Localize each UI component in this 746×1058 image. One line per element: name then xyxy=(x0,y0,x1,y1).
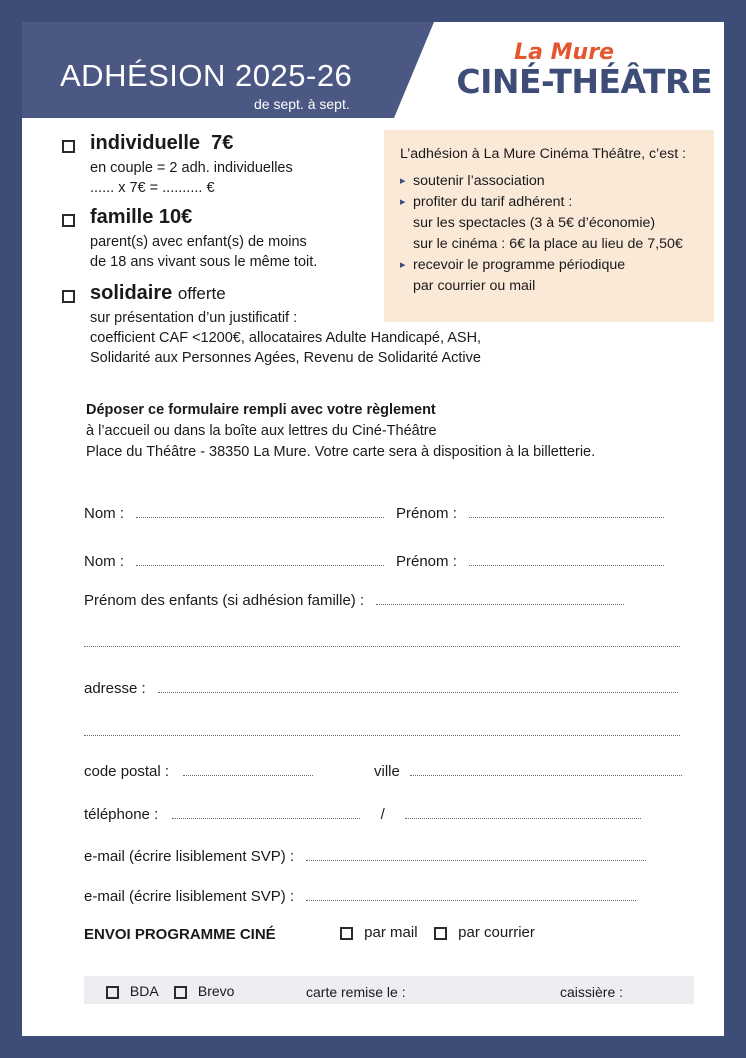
field-code-postal[interactable] xyxy=(84,763,313,780)
option-solidaire-details: sur présentation d’un justificatif : coefficient CAF <1200€, allocataires Adulte Handicapé, ASH, Solidarité aux Personnes Agées, Revenu de Solidarité Active xyxy=(90,310,482,366)
label-prenom-1: Prénom : xyxy=(396,505,457,522)
label-telephone: téléphone : xyxy=(84,806,159,823)
field-nom-1[interactable] xyxy=(84,505,384,522)
checkbox-famille[interactable] xyxy=(62,214,75,227)
option-individuelle-details: en couple = 2 adh. individuelles ...... x 7€ = .......... € xyxy=(90,160,293,196)
label-ville: ville xyxy=(374,763,400,780)
checkbox-par-courrier[interactable] xyxy=(434,927,447,940)
input-adresse-2[interactable] xyxy=(84,724,680,736)
option-individuelle-title: individuelle 7€ xyxy=(90,132,234,154)
option-famille-details: parent(s) avec enfant(s) de moins de 18 ans vivant sous le même toit. xyxy=(90,234,318,270)
footer-caissiere: caissière : xyxy=(560,984,624,1000)
benefit-item: ▸ profiter du tarif adhérent : xyxy=(400,192,700,213)
input-prenom-2[interactable] xyxy=(469,554,664,566)
label-email-2: e-mail (écrire lisiblement SVP) : xyxy=(84,888,295,905)
field-prenom-2[interactable] xyxy=(396,553,664,570)
input-nom-1[interactable] xyxy=(136,506,384,518)
field-prenom-enfants-line2[interactable] xyxy=(84,634,680,651)
checkbox-individuelle[interactable] xyxy=(62,140,75,153)
input-nom-2[interactable] xyxy=(136,554,384,566)
field-ville[interactable] xyxy=(374,763,682,780)
input-prenom-enfants[interactable] xyxy=(376,593,624,605)
form-content xyxy=(22,118,724,1036)
arrow-icon: ▸ xyxy=(400,259,406,271)
benefits-intro: L’adhésion à La Mure Cinéma Théâtre, c’est : xyxy=(400,146,687,162)
label-adresse: adresse : xyxy=(84,680,146,697)
field-adresse[interactable] xyxy=(84,680,678,697)
input-email-1[interactable] xyxy=(306,849,646,861)
header-band xyxy=(22,22,724,118)
field-prenom-enfants[interactable] xyxy=(84,592,624,609)
field-prenom-1[interactable] xyxy=(396,505,664,522)
checkbox-bda[interactable] xyxy=(106,986,119,999)
benefit-subitem: sur le cinéma : 6€ la place au lieu de 7,50€ xyxy=(413,236,683,252)
frame-top xyxy=(0,0,746,22)
page-title: ADHÉSION 2025-26 xyxy=(60,58,353,93)
label-email-1: e-mail (écrire lisiblement SVP) : xyxy=(84,848,295,865)
envoi-option-mail[interactable] xyxy=(340,924,418,941)
logo-cine-theatre-text: CINÉ-THÉÂTRE xyxy=(456,62,712,101)
input-telephone-2[interactable] xyxy=(405,807,641,819)
label-prenom-2: Prénom : xyxy=(396,553,457,570)
checkbox-solidaire[interactable] xyxy=(62,290,75,303)
footer-brevo-label: Brevo xyxy=(197,983,235,999)
deposit-line-2: à l’accueil ou dans la boîte aux lettres du Ciné-Théâtre xyxy=(86,423,437,439)
envoi-option-courrier[interactable] xyxy=(434,924,535,941)
deposit-line-1: Déposer ce formulaire rempli avec votre règlement xyxy=(86,402,436,418)
input-code-postal[interactable] xyxy=(183,764,313,776)
option-solidaire-title: solidaire offerte xyxy=(90,282,226,304)
footer-carte-remise: carte remise le : xyxy=(306,984,406,1000)
frame-bottom xyxy=(0,1036,746,1058)
label-nom-2: Nom : xyxy=(84,553,125,570)
envoi-option-courrier-label: par courrier xyxy=(458,924,535,941)
benefit-subitem: sur les spectacles (3 à 5€ d’économie) xyxy=(413,215,656,231)
input-telephone-1[interactable] xyxy=(172,807,360,819)
benefits-list xyxy=(400,171,700,297)
field-email-2[interactable] xyxy=(84,888,636,905)
envoi-option-mail-label: par mail xyxy=(364,924,418,941)
input-prenom-enfants-2[interactable] xyxy=(84,635,680,647)
arrow-icon: ▸ xyxy=(400,175,406,187)
footer-bda-label: BDA xyxy=(129,983,159,999)
benefit-item: ▸ soutenir l’association xyxy=(400,171,700,192)
header-subtitle: de sept. à sept. xyxy=(254,96,350,112)
logo-la-mure-text: La Mure xyxy=(514,40,614,65)
input-adresse[interactable] xyxy=(158,681,678,693)
footer-bda[interactable] xyxy=(106,983,159,999)
field-telephone[interactable] xyxy=(84,806,641,823)
input-prenom-1[interactable] xyxy=(469,506,664,518)
envoi-label: ENVOI PROGRAMME CINÉ xyxy=(84,926,276,943)
arrow-icon: ▸ xyxy=(400,196,406,208)
input-email-2[interactable] xyxy=(306,889,636,901)
checkbox-par-mail[interactable] xyxy=(340,927,353,940)
frame-right xyxy=(724,0,746,1058)
field-nom-2[interactable] xyxy=(84,553,384,570)
field-email-1[interactable] xyxy=(84,848,646,865)
benefit-item: ▸ recevoir le programme périodique xyxy=(400,255,700,276)
telephone-separator: / xyxy=(380,806,385,823)
benefit-subitem: par courrier ou mail xyxy=(413,278,536,294)
benefits-box xyxy=(384,130,714,322)
input-ville[interactable] xyxy=(410,764,682,776)
deposit-line-3: Place du Théâtre - 38350 La Mure. Votre carte sera à disposition à la billetterie. xyxy=(86,444,596,460)
footer-brevo[interactable] xyxy=(174,983,234,999)
label-prenom-enfants: Prénom des enfants (si adhésion famille) : xyxy=(84,592,365,609)
checkbox-brevo[interactable] xyxy=(174,986,187,999)
frame-left xyxy=(0,0,22,1058)
option-famille-title: famille 10€ xyxy=(90,206,193,228)
label-nom-1: Nom : xyxy=(84,505,125,522)
label-code-postal: code postal : xyxy=(84,763,170,780)
field-adresse-line2[interactable] xyxy=(84,723,680,740)
